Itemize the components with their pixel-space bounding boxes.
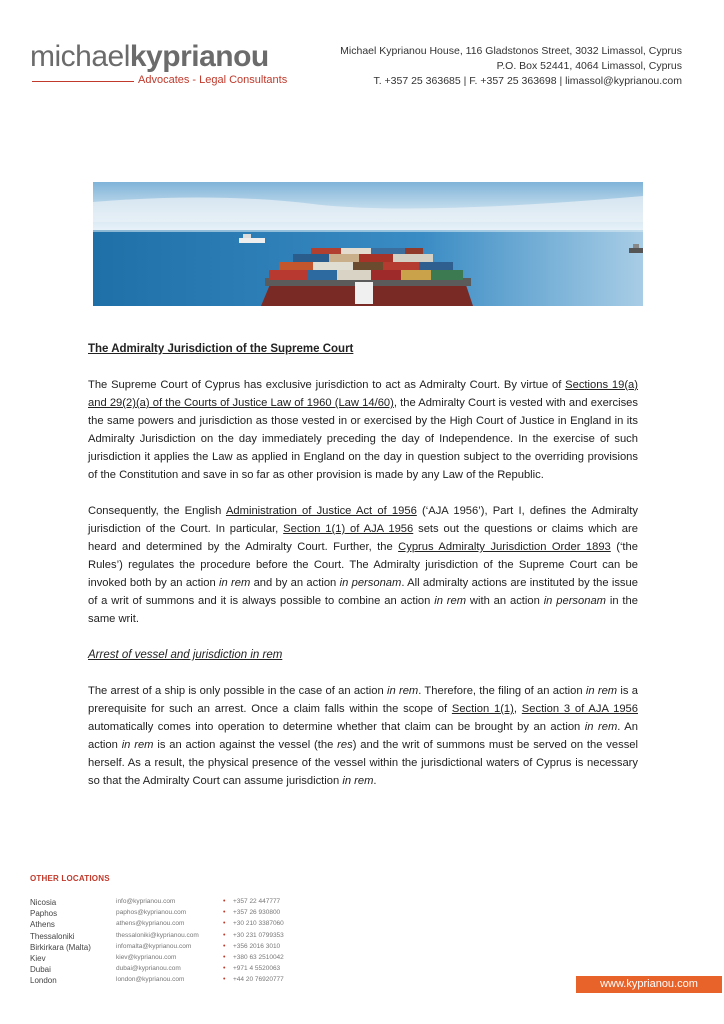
text-run: is a prerequisite for such an arrest. Once a claim falls within the scope of: [88, 685, 638, 715]
location-email[interactable]: info@kyprianou.com: [116, 898, 176, 905]
legal-reference: Administration of Justice Act of 1956: [225, 505, 417, 517]
location-email[interactable]: london@kyprianou.com: [116, 976, 185, 984]
legal-reference: Section 1(1): [451, 703, 514, 715]
company-logo: [30, 40, 288, 86]
text-run: (‘AJA 1956’), Part I, defines the Admiralty jurisdiction of the Court. In particular,: [88, 505, 638, 535]
logo-tagline-row: [30, 74, 290, 88]
latin-term: in rem: [434, 595, 467, 607]
latin-term: in personam: [543, 595, 606, 607]
latin-term: in rem: [121, 739, 154, 751]
text-run: The arrest of a ship is only possible in the case of an action: [88, 685, 387, 697]
location-phone: +44 20 76920777: [233, 976, 284, 984]
location-phone: +30 210 3387060: [233, 920, 284, 928]
bullet-dot-icon: •: [223, 898, 226, 905]
location-email[interactable]: dubai@kyprianou.com: [116, 965, 181, 973]
text-run: . All admiralty actions are instituted by the issue of a writ of summons and it is always possible to combine an action: [88, 577, 638, 607]
latin-term: res: [337, 739, 353, 751]
bullet-dot-icon: •: [223, 976, 226, 984]
text-run: Consequently, the English: [88, 505, 226, 517]
address-line-2: P.O. Box 52441, 4064 Limassol, Cyprus: [496, 60, 682, 72]
text-run: , the Admiralty Court is vested with and exercises the same powers and jurisdiction as those vested in or exercised by the High Court of Justice in England in its Admiralty Jurisdiction on the day immediately preceding the day of Independence. In the exercise of such jurisdiction it applies the Law as applied in England on the day in question subject to the overriding provisions of the Constitution and save in so far as other provision is made by any Law of the Republic.: [88, 397, 638, 481]
location-email[interactable]: infomalta@kyprianou.com: [116, 942, 192, 950]
location-phone: +356 2016 3010: [233, 942, 281, 950]
text-run: ) and the writ of summons must be served on the vessel herself. As a result, the physical presence of the vessel within the jurisdictional waters of Cyprus is necessary so that the Admiralty Court can assume jurisdiction: [88, 739, 638, 787]
location-city: Nicosia: [30, 898, 57, 907]
text-run: The Supreme Court of Cyprus has exclusive jurisdiction to act as Admiralty Court. By virtue of: [88, 379, 566, 391]
text-run: in the same writ.: [88, 595, 638, 625]
bullet-dot-icon: •: [223, 942, 226, 950]
latin-term: in rem: [585, 685, 618, 697]
logo-name-light: michael: [30, 40, 130, 73]
latin-term: in rem: [386, 685, 419, 697]
paragraph-1: [88, 376, 638, 484]
website-link[interactable]: www.kyprianou.com: [576, 976, 722, 993]
location-city: Thessaloniki: [30, 931, 75, 941]
location-phone: +357 22 447777: [233, 898, 281, 905]
other-locations-title: OTHER LOCATIONS: [30, 874, 110, 883]
logo-wordmark: [30, 40, 269, 74]
text-run: ,: [513, 703, 522, 715]
legal-reference: Section 3 of AJA 1956: [521, 703, 638, 715]
bullet-dot-icon: •: [223, 965, 226, 973]
bullet-dot-icon: •: [223, 920, 226, 928]
location-city: Paphos: [30, 909, 58, 919]
logo-red-rule: [32, 81, 134, 82]
latin-term: in rem: [342, 775, 374, 787]
paragraph-2: [88, 502, 638, 628]
logo-name-bold: kyprianou: [129, 40, 269, 73]
latin-term: in rem: [584, 721, 618, 733]
location-email[interactable]: paphos@kyprianou.com: [116, 909, 187, 917]
text-run: . An action: [88, 721, 638, 751]
location-phone: +30 231 0799353: [233, 931, 284, 939]
location-email[interactable]: athens@kyprianou.com: [116, 920, 185, 928]
location-email[interactable]: thessaloniki@kyprianou.com: [116, 931, 199, 939]
address-line-1: Michael Kyprianou House, 116 Gladstonos Street, 3032 Limassol, Cyprus: [340, 45, 682, 57]
article-title: The Admiralty Jurisdiction of the Supreme Court: [88, 343, 354, 355]
legal-reference: Sections 19(a) and 29(2)(a) of the Courts of Justice Law of 1960 (Law 14/60): [88, 379, 638, 409]
text-run: (‘the Rules’) regulates the procedure before the Court. The Admiralty jurisdiction of the Supreme Court can be invoked both by an action: [88, 541, 638, 589]
text-run: is an action against the vessel (the: [153, 739, 338, 751]
container-ship-banner: [93, 182, 643, 306]
location-city: Athens: [30, 920, 55, 930]
location-phone: +971 4 5520063: [233, 965, 281, 973]
article-body: [88, 340, 638, 808]
location-phone: +357 26 930800: [233, 909, 281, 917]
paragraph-3: [88, 682, 638, 790]
text-run: and by an action: [250, 577, 340, 589]
location-city: Dubai: [30, 965, 51, 975]
bullet-dot-icon: •: [223, 909, 226, 917]
text-run: sets out the questions or claims which are heard and determined by the Admiralty Court. Further, the: [88, 523, 638, 553]
location-city: London: [30, 976, 57, 986]
bullet-dot-icon: •: [223, 931, 226, 939]
location-city: Kiev: [30, 953, 46, 963]
bullet-dot-icon: •: [223, 953, 226, 961]
text-run: automatically comes into operation to determine whether that claim can be brought by an action: [88, 721, 585, 733]
logo-tagline: Advocates - Legal Consultants: [138, 74, 288, 86]
text-run: .: [373, 775, 377, 787]
location-city: Birkirkara (Malta): [30, 942, 91, 952]
container-ship-illustration: [93, 182, 643, 306]
latin-term: in personam: [339, 577, 402, 589]
office-address: [340, 44, 682, 89]
section-subtitle: Arrest of vessel and jurisdiction in rem: [88, 649, 283, 661]
legal-reference: Section 1(1) of AJA 1956: [283, 523, 414, 535]
address-line-3: T. +357 25 363685 | F. +357 25 363698 | limassol@kyprianou.com: [373, 75, 682, 87]
legal-reference: Cyprus Admiralty Jurisdiction Order 1893: [398, 541, 611, 553]
text-run: . Therefore, the filing of an action: [418, 685, 586, 697]
location-phone: +380 63 2510042: [233, 953, 284, 961]
text-run: with an action: [466, 595, 544, 607]
location-email[interactable]: kiev@kyprianou.com: [116, 953, 177, 961]
latin-term: in rem: [218, 577, 251, 589]
